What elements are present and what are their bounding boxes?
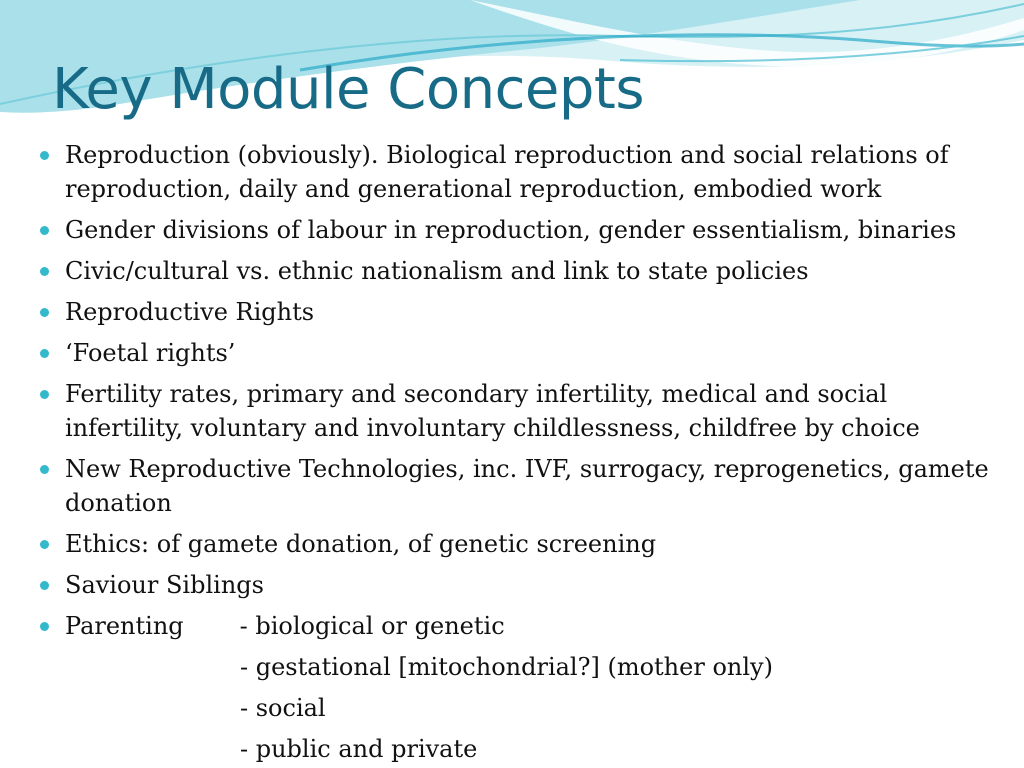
bullet-item [40, 213, 1000, 247]
bullet-text: Civic/cultural vs. ethnic nationalism and link to state policies [65, 257, 809, 285]
bullet-dot-icon [40, 390, 49, 399]
bullet-list [40, 138, 1000, 768]
bullet-dot-icon [40, 151, 49, 160]
bullet-item [40, 138, 1000, 206]
bullet-text: Fertility rates, primary and secondary infertility, medical and social infertility, voluntary and involuntary childlessness, childfree by choice [65, 380, 920, 442]
bullet-text: ‘Foetal rights’ [65, 339, 236, 367]
bullet-text: New Reproductive Technologies, inc. IVF, surrogacy, reprogenetics, gamete donation [65, 455, 989, 517]
bullet-dot-icon [40, 540, 49, 549]
bullet-item [40, 527, 1000, 561]
bullet-item [40, 295, 1000, 329]
parenting-subitem: - gestational [mitochondrial?] (mother only) [240, 653, 773, 681]
bullet-dot-icon [40, 465, 49, 474]
bullet-text: Saviour Siblings [65, 571, 264, 599]
slide-title: Key Module Concepts [52, 57, 645, 122]
parenting-subitem: - biological or genetic [239, 612, 505, 640]
bullet-text: Gender divisions of labour in reproduction, gender essentialism, binaries [65, 216, 957, 244]
parenting-sublist [65, 650, 1000, 766]
bullet-text: Reproductive Rights [65, 298, 315, 326]
bullet-item [40, 377, 1000, 445]
parenting-label: Parenting [65, 612, 184, 640]
bullet-dot-icon [40, 308, 49, 317]
bullet-item [40, 336, 1000, 370]
bullet-dot-icon [40, 622, 49, 631]
bullet-item [40, 452, 1000, 520]
bullet-dot-icon [40, 581, 49, 590]
parenting-subitem: - social [240, 694, 326, 722]
bullet-dot-icon [40, 349, 49, 358]
parenting-subitem: - public and private [240, 735, 478, 763]
bullet-dot-icon [40, 226, 49, 235]
bullet-text: Reproduction (obviously). Biological reproduction and social relations of reproduction, daily and generational reproduction, embodied work [65, 141, 949, 203]
bullet-item [40, 254, 1000, 288]
bullet-text: Ethics: of gamete donation, of genetic screening [65, 530, 657, 558]
bullet-item-parenting [40, 609, 1000, 766]
bullet-item [40, 568, 1000, 602]
bullet-dot-icon [40, 267, 49, 276]
